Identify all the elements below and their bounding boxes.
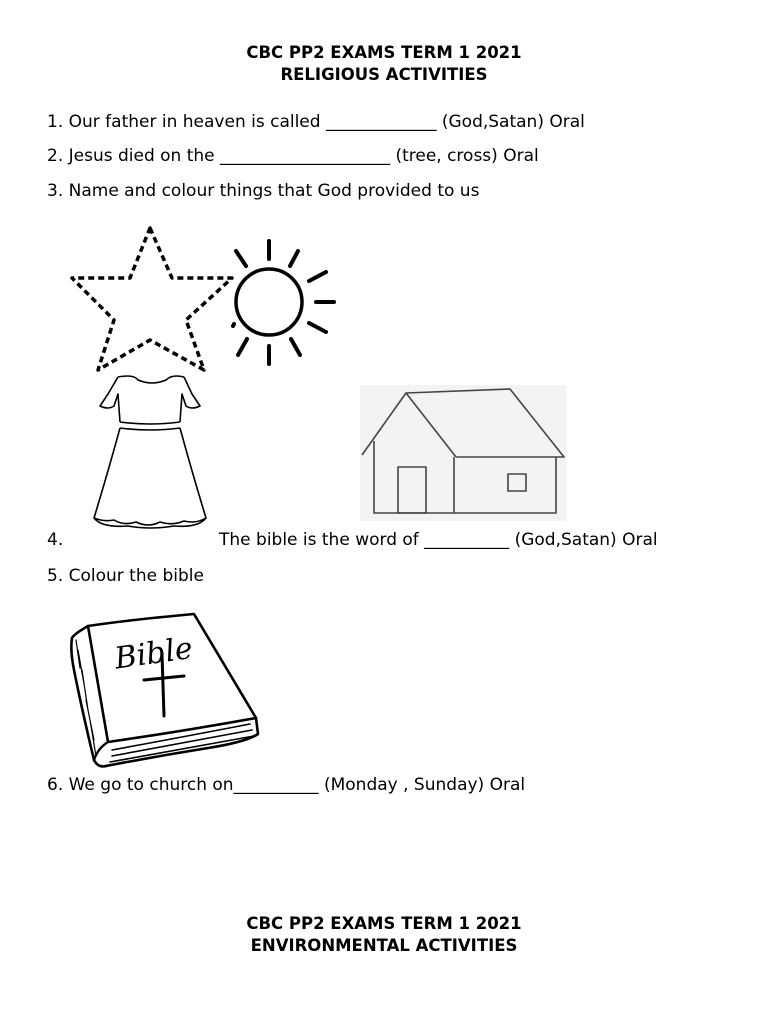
exam-header-bottom bbox=[0, 913, 768, 957]
question-2: 2. Jesus died on the ____________________ (tree, cross) Oral bbox=[47, 146, 539, 166]
subject-title: RELIGIOUS ACTIVITIES bbox=[280, 65, 488, 84]
bible-book-icon bbox=[68, 610, 262, 776]
question-3: 3. Name and colour things that God provided to us bbox=[47, 181, 480, 201]
question-4-text: The bible is the word of __________ (God,Satan) Oral bbox=[219, 530, 658, 550]
exam-title-bottom: CBC PP2 EXAMS TERM 1 2021 bbox=[246, 914, 522, 933]
exam-title: CBC PP2 EXAMS TERM 1 2021 bbox=[246, 43, 522, 62]
subject-title-bottom: ENVIRONMENTAL ACTIVITIES bbox=[250, 936, 518, 955]
bible-cover-text: Bible bbox=[112, 630, 195, 677]
question-4-number: 4. bbox=[47, 530, 64, 550]
dress-outline-icon bbox=[88, 372, 216, 532]
house-outline-icon bbox=[360, 385, 566, 521]
question-6: 6. We go to church on__________ (Monday , Sunday) Oral bbox=[47, 775, 526, 795]
star-outline-icon bbox=[68, 224, 238, 376]
sun-outline-icon bbox=[228, 234, 340, 370]
question-1: 1. Our father in heaven is called _____________ (God,Satan) Oral bbox=[47, 112, 585, 132]
question-5: 5. Colour the bible bbox=[47, 566, 204, 586]
exam-header-top bbox=[0, 42, 768, 86]
